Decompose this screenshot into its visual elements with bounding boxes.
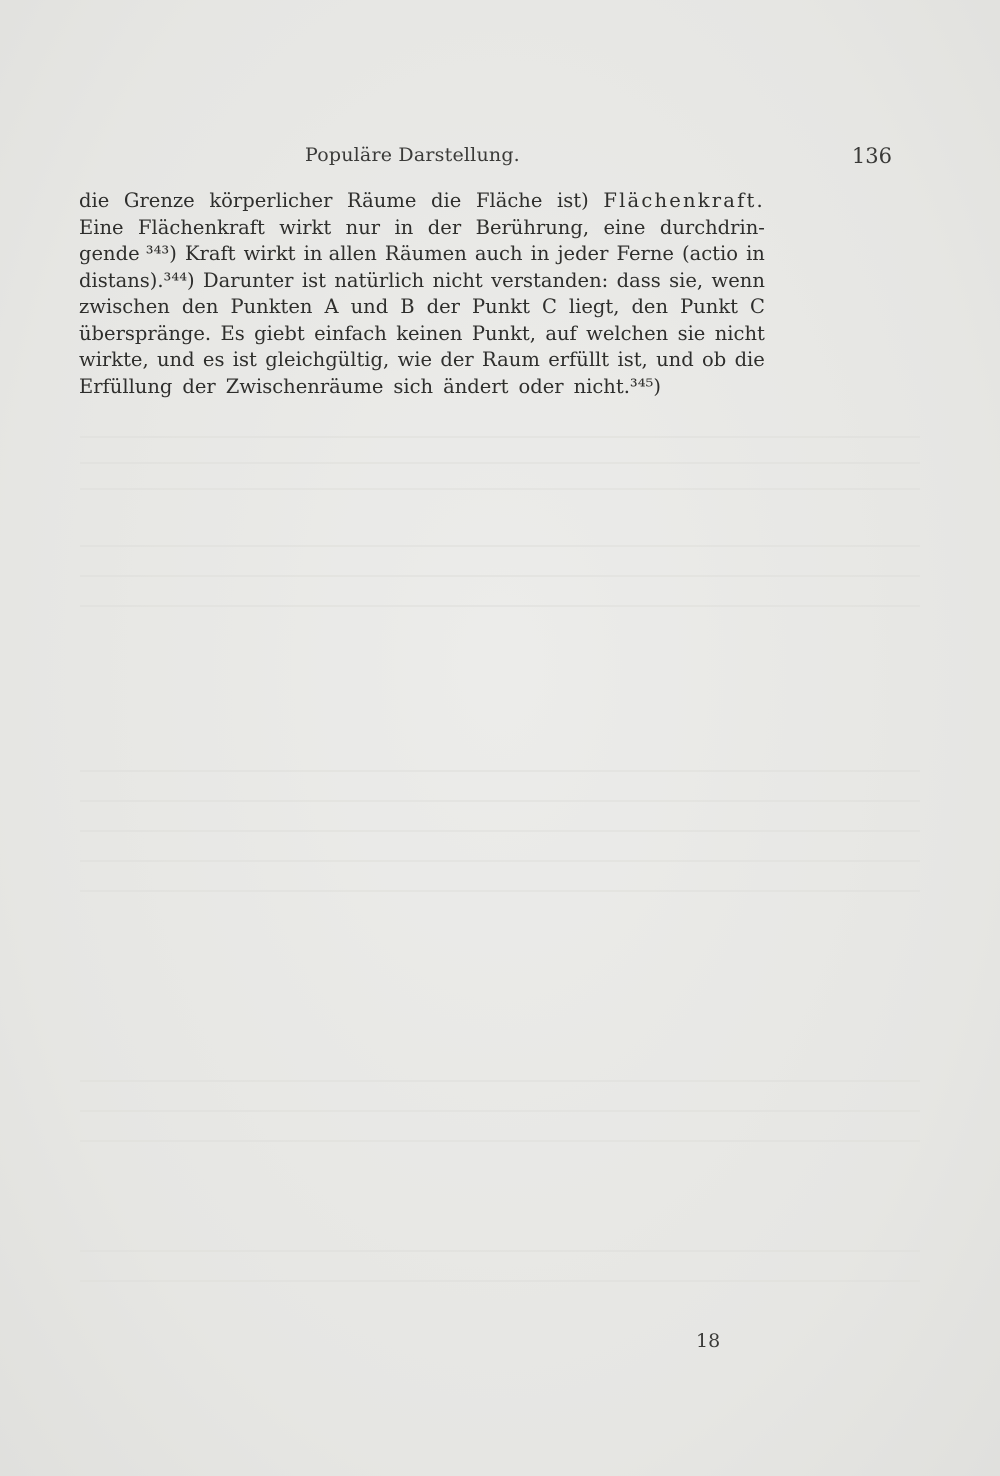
- show-through-line: [80, 575, 920, 577]
- text-line: überspränge. Es giebt einfach keinen Punkt, auf welchen sie nicht: [79, 321, 765, 345]
- show-through-line: [80, 860, 920, 862]
- show-through-line: [80, 1110, 920, 1112]
- footnote-ref: gende ³⁴³): [79, 242, 177, 265]
- footnote-ref: nicht.³⁴⁵): [573, 374, 661, 398]
- page-number: 136: [851, 144, 892, 168]
- show-through-line: [80, 1280, 920, 1282]
- text-line: distans).³⁴⁴) Darunter ist natürlich nicht verstanden: dass sie, wenn: [79, 268, 765, 295]
- show-through-line: [80, 462, 920, 464]
- show-through-line: [80, 1140, 920, 1142]
- text-line: zwischen den Punkten A und B der Punkt C liegt, den Punkt C: [79, 295, 765, 318]
- show-through-line: [80, 1080, 920, 1082]
- show-through-line: [80, 436, 920, 438]
- show-through-line: [80, 545, 920, 547]
- show-through-line: [80, 770, 920, 772]
- signature-mark: 18: [696, 1330, 721, 1352]
- show-through-line: [80, 488, 920, 490]
- show-through-line: [80, 605, 920, 607]
- text-line: gende ³⁴³) Kraft wirkt in allen Räumen auch in jeder Ferne (actio in: [79, 241, 765, 268]
- footnote-ref: distans).³⁴⁴): [79, 268, 195, 292]
- text-line: Erfüllung der Zwischenräume sich ändert oder nicht.³⁴⁵): [79, 374, 765, 401]
- show-through-line: [80, 830, 920, 832]
- text-line: wirkte, und es ist gleichgültig, wie der Raum erfüllt ist, und ob die: [79, 348, 765, 371]
- text-line: Eine Flächenkraft wirkt nur in der Berührung, eine durchdrin-: [79, 215, 765, 239]
- show-through-line: [80, 890, 920, 892]
- running-title: Populäre Darstellung.: [305, 144, 520, 166]
- show-through-line: [80, 1250, 920, 1252]
- body-paragraph: [79, 188, 765, 400]
- text-line: die Grenze körperlicher Räume die Fläche ist) Flächenkraft.: [79, 188, 765, 215]
- show-through-line: [80, 800, 920, 802]
- emphasized-term: Flächenkraft.: [603, 189, 765, 212]
